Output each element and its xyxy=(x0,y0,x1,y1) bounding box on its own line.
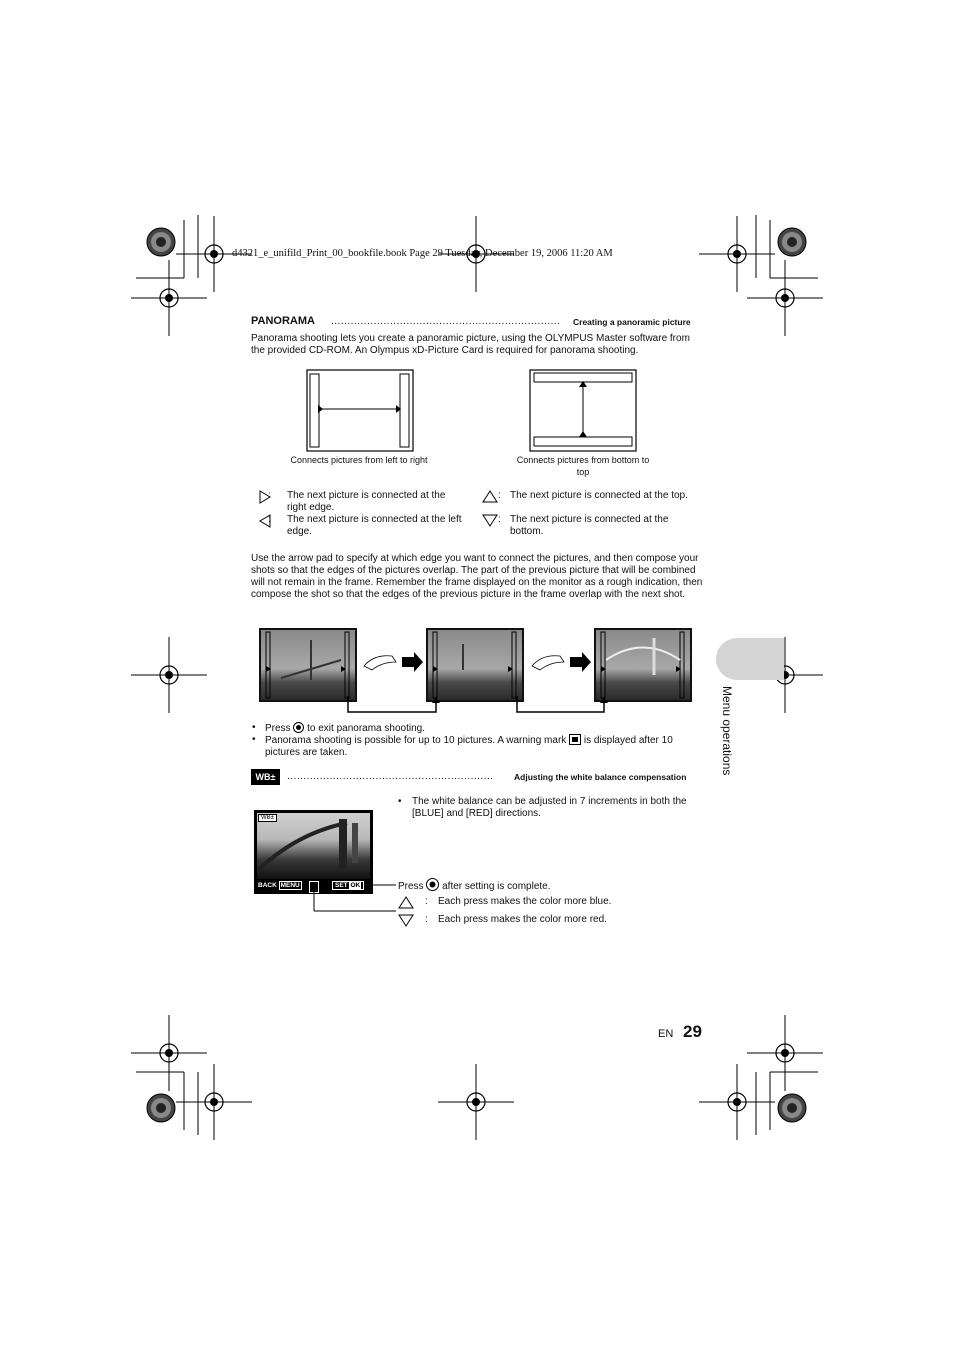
ok-button-icon xyxy=(293,722,304,733)
left-diagram-caption: Connects pictures from left to right xyxy=(290,455,428,465)
wb-press-line xyxy=(398,878,551,893)
bullet-exit-post: to exit panorama shooting. xyxy=(307,723,425,734)
wb-press-post: after setting is complete. xyxy=(442,881,551,892)
page-number: 29 xyxy=(683,1022,702,1041)
bottom-to-top-diagram xyxy=(529,369,637,452)
bullet-limit-post: is displayed after 10 pictures are taken. xyxy=(265,735,673,758)
key-left-text: The next picture is connected at the left edge. xyxy=(287,514,462,537)
screen-photo xyxy=(257,813,370,879)
panorama-photo-2 xyxy=(426,628,524,702)
wb-bullet: The white balance can be adjusted in 7 increments in both the [BLUE] and [RED] directions. xyxy=(412,796,687,819)
down-arrow-icon xyxy=(398,914,414,927)
bullet-limit-pre: Panorama shooting is possible for up to 10 pictures. A warning mark xyxy=(265,735,567,746)
wb-subtitle: Adjusting the white balance compensation xyxy=(514,772,687,782)
pointing-hand-icon xyxy=(362,648,424,676)
screen-menu-label: MENU xyxy=(280,882,300,889)
down-arrow-icon xyxy=(482,514,498,527)
leader-dots: ...................................................................... xyxy=(331,316,561,327)
left-to-right-diagram xyxy=(306,369,414,452)
panorama-intro: Panorama shooting lets you create a panoramic picture, using the OLYMPUS Master software from the provided CD-ROM. An Olympus xD-Picture Card is required for panorama shooting. xyxy=(251,333,690,356)
wb-down-sep: : xyxy=(425,914,428,925)
key-sep: : xyxy=(498,514,501,525)
footer-lang: EN xyxy=(658,1028,674,1040)
key-sep: : xyxy=(498,490,501,501)
key-down-text: The next picture is connected at the bottom. xyxy=(510,514,669,537)
wb-press-pre: Press xyxy=(398,881,424,892)
panorama-photo-3 xyxy=(594,628,692,702)
bullet: • xyxy=(252,722,256,733)
bullet-limit xyxy=(265,734,705,759)
screen-wb-tag: WB± xyxy=(258,814,277,822)
screen-back-label: BACK xyxy=(258,882,277,889)
panorama-instructions: Use the arrow pad to specify at which edge you want to connect the pictures, and then compose your shots so that the edges of the pictures overlap. The part of the previous picture that will be combined will not remain in the frame. Remember the frame displayed on the monitor as a rough indication, then compose the shot so that the edges of the previous picture in the frame overlap with the next shot. xyxy=(251,553,703,600)
side-tab-label: Menu operations xyxy=(720,686,734,776)
screen-set-label: SET xyxy=(335,882,348,889)
wb-down-text: Each press makes the color more red. xyxy=(438,914,607,925)
key-right-text: The next picture is connected at the right edge. xyxy=(287,490,446,513)
key-sep: : xyxy=(268,514,271,525)
up-arrow-icon xyxy=(482,490,498,503)
pointing-hand-icon xyxy=(530,648,592,676)
wb-up-text: Each press makes the color more blue. xyxy=(438,896,612,907)
callout-lines xyxy=(300,874,410,916)
key-up-text: The next picture is connected at the top. xyxy=(510,490,688,501)
screen-back xyxy=(258,882,302,889)
warning-mark-icon xyxy=(569,734,581,745)
print-info: d4321_e_unifild_Print_00_bookfile.book Page 29 Tuesday, December 19, 2006 11:20 AM xyxy=(232,248,613,259)
section-tab-marker xyxy=(716,638,784,680)
key-sep: : xyxy=(268,490,271,501)
up-arrow-icon xyxy=(398,896,414,909)
bullet-exit-pre: Press xyxy=(265,723,291,734)
side-tab xyxy=(718,686,738,796)
leader-dots: ............................................................... xyxy=(287,771,494,782)
panorama-title: PANORAMA xyxy=(251,315,315,327)
panorama-photo-1 xyxy=(259,628,357,702)
bullet: • xyxy=(252,734,256,745)
overlap-connectors xyxy=(340,696,610,716)
panorama-subtitle: Creating a panoramic picture xyxy=(573,317,691,327)
screen-ok-label: OK xyxy=(350,882,361,889)
right-diagram-caption: Connects pictures from bottom to top xyxy=(516,455,650,477)
bullet: • xyxy=(398,796,402,807)
wb-compensation-icon: WB± xyxy=(251,769,280,785)
wb-up-sep: : xyxy=(425,896,428,907)
ok-button-icon xyxy=(426,878,439,891)
